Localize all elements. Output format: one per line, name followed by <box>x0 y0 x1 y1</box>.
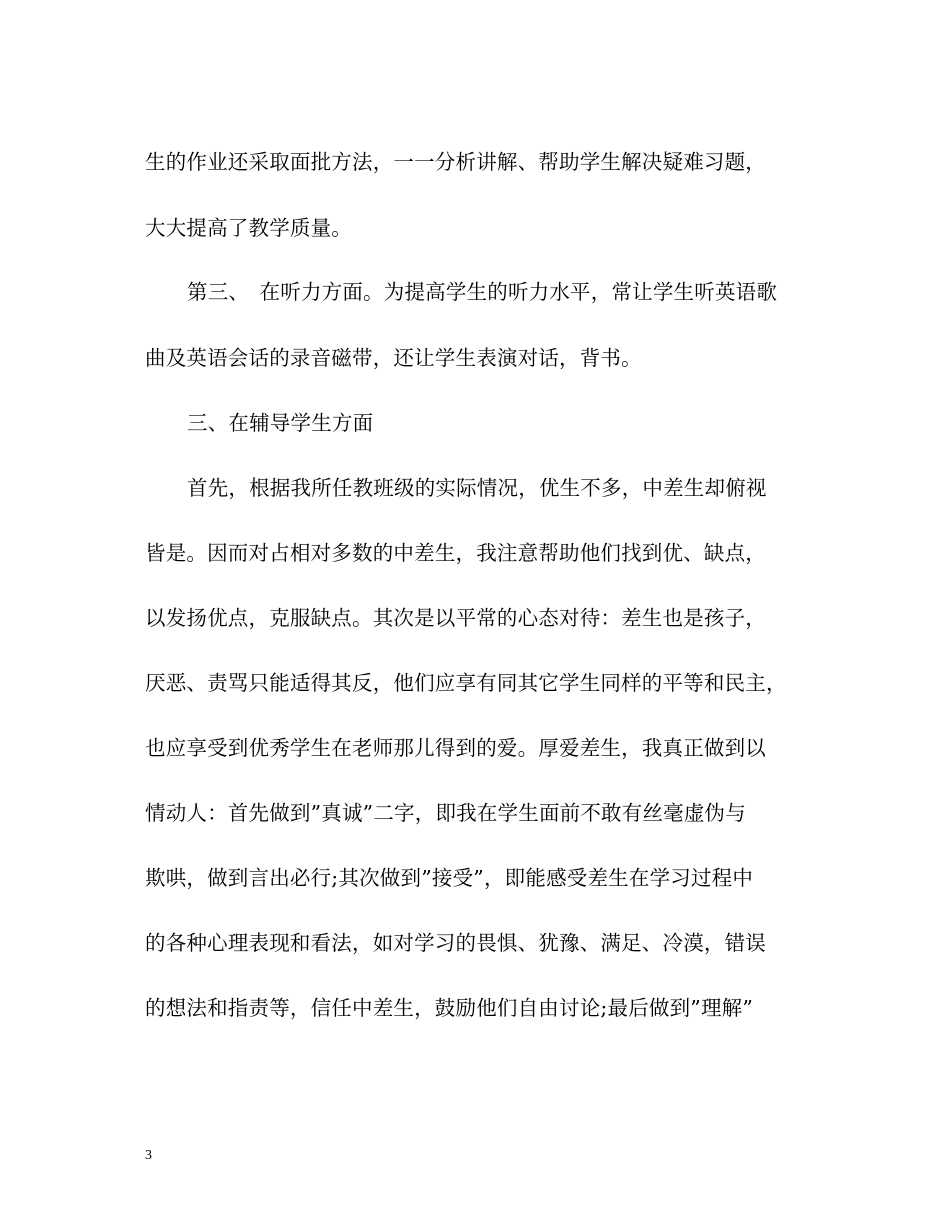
paragraph-line-1: 生的作业还采取面批方法，一一分析讲解、帮助学生解决疑难习题， <box>145 150 766 174</box>
paragraph-line-12: 欺哄，做到言出必行;其次做到”接受”，即能感受差生在学习过程中 <box>145 866 754 890</box>
paragraph-line-7: 皆是。因而对占相对多数的中差生，我注意帮助他们找到优、缺点， <box>145 541 766 565</box>
page-number: 3 <box>145 1148 152 1163</box>
paragraph-line-11: 情动人：首先做到”真诚”二字，即我在学生面前不敢有丝毫虚伪与 <box>145 801 746 825</box>
paragraph-line-4: 曲及英语会话的录音磁带，还让学生表演对话，背书。 <box>145 346 642 370</box>
paragraph-line-6: 首先，根据我所任教班级的实际情况，优生不多，中差生却俯视 <box>187 476 767 500</box>
paragraph-line-8: 以发扬优点，克服缺点。其次是以平常的心态对待：差生也是孩子， <box>145 606 766 630</box>
paragraph-line-13: 的各种心理表现和看法，如对学习的畏惧、犹豫、满足、冷漠，错误 <box>145 931 766 955</box>
paragraph-line-10: 也应享受到优秀学生在老师那儿得到的爱。厚爱差生，我真正做到以 <box>145 736 766 760</box>
paragraph-line-9: 厌恶、责骂只能适得其反，他们应享有同其它学生同样的平等和民主， <box>145 671 787 695</box>
paragraph-line-3: 第三、 在听力方面。为提高学生的听力水平，常让学生听英语歌 <box>187 280 778 304</box>
paragraph-line-14: 的想法和指责等，信任中差生，鼓励他们自由讨论;最后做到”理解” <box>145 996 754 1020</box>
paragraph-line-2: 大大提高了教学质量。 <box>145 216 352 240</box>
section-heading: 三、在辅导学生方面 <box>187 411 374 435</box>
